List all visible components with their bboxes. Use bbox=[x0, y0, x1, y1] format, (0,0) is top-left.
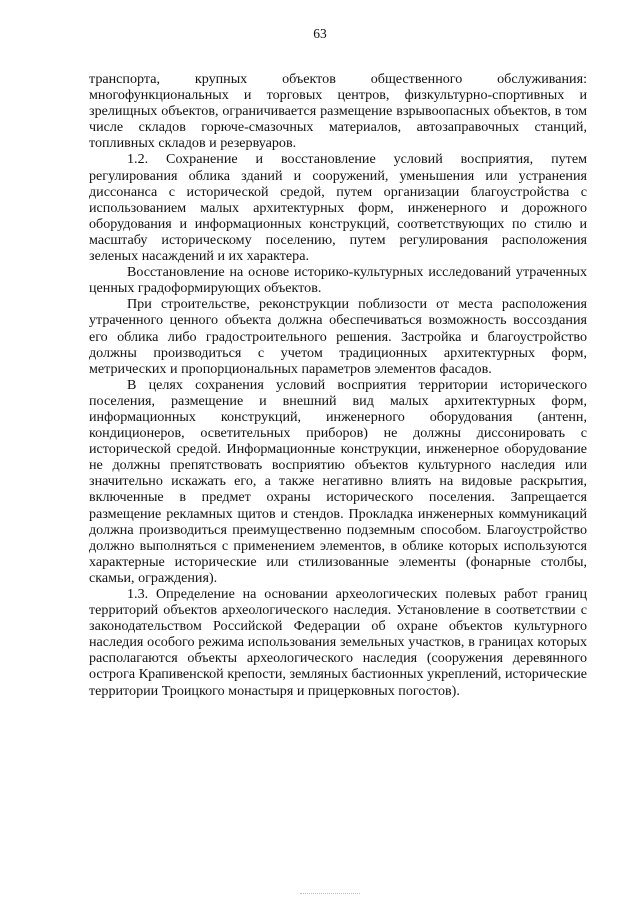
scan-artifact-dots bbox=[300, 893, 360, 896]
paragraph-section-1-3: 1.3. Определение на основании археологических полевых работ границ территорий объектов археологического наследия. Установление в соответствии с законодательством Российской Федерации об охране объектов культурного наследия особого режима использования земельных участков, в границах которых располагаются объекты археологического наследия (сооружения деревянного острога Крапивенской крепости, земляных бастионных укреплений, исторические территории Троицкого монастыря и прицерковных погостов). bbox=[89, 586, 587, 699]
page-number: 63 bbox=[313, 26, 327, 41]
paragraph-construction: При строительстве, реконструкции поблизости от места расположения утраченного ценного объекта должна обеспечиваться возможность воссоздания его облика либо градостроительного решения. Застройка и благоустройство должны производиться с учетом традиционных архитектурных форм, метрических и пропорциональных параметров элементов фасадов. bbox=[89, 296, 587, 377]
paragraph-perception-conditions: В целях сохранения условий восприятия территории исторического поселения, размещение и внешний вид малых архитектурных форм, информационных конструкций, инженерного оборудования (антенн, кондиционеров, осветительных приборов) не должны диссонировать с исторической средой. Информационные конструкции, инженерное оборудование не должны препятствовать восприятию объектов культурного наследия или значительно искажать его, а также негативно влиять на видовые раскрытия, включенные в предмет охраны исторического поселения. Запрещается размещение рекламных щитов и стендов. Прокладка инженерных коммуникаций должна производиться преимущественно подземным способом. Благоустройство должно выполняться с применением элементов, в облике которых используются характерные исторические или стилизованные элементы (фонарные столбы, скамьи, ограждения). bbox=[89, 376, 587, 586]
document-body bbox=[89, 71, 587, 699]
paragraph-continuation: транспорта, крупных объектов общественного обслуживания: многофункциональных и торговых центров, физкультурно-спортивных и зрелищных объектов, ограничивается размещение взрывоопасных объектов, в том числе складов горюче-смазочных материалов, автозаправочных станций, топливных складов и резервуаров. bbox=[89, 71, 587, 152]
paragraph-restoration: Восстановление на основе историко-культурных исследований утраченных ценных градоформирующих объектов. bbox=[89, 264, 587, 297]
paragraph-section-1-2: 1.2. Сохранение и восстановление условий восприятия, путем регулирования облика зданий и сооружений, уменьшения или устранения диссонанса с исторической средой, путем организации благоустройства с использованием малых архитектурных форм, инженерного и дорожного оборудования и информационных конструкций, соответствующих по стилю и масштабу историческому поселению, путем регулирования расположения зеленых насаждений и их характера. bbox=[89, 151, 587, 265]
